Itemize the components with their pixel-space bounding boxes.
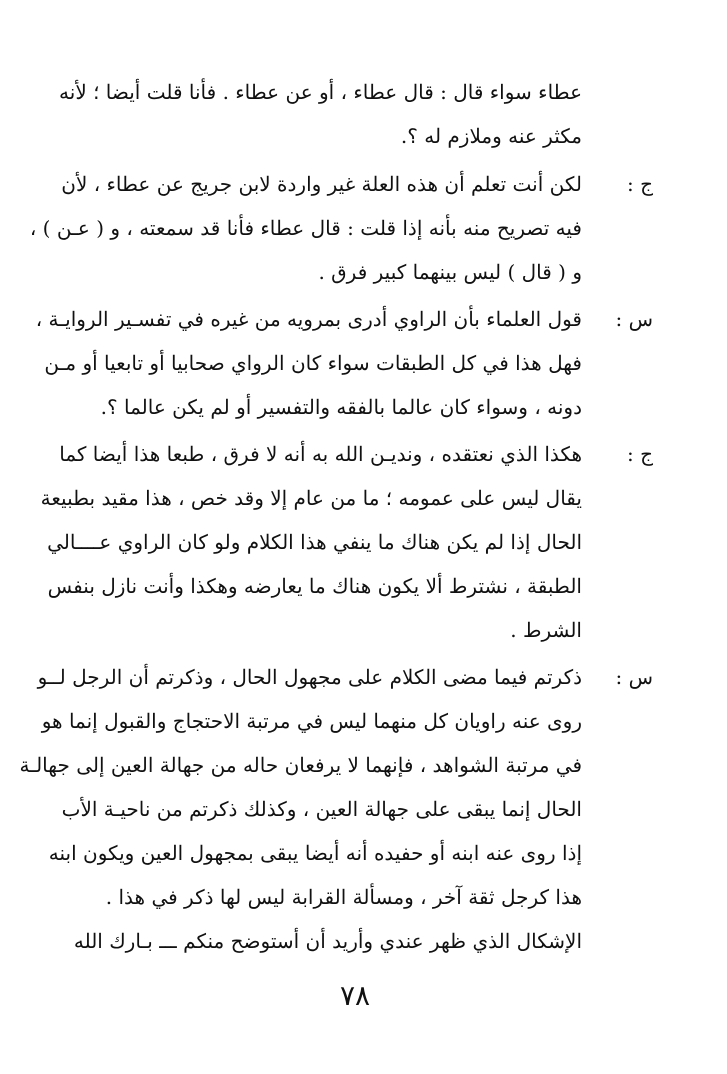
text-line: ذكرتم فيما مضى الكلام على مجهول الحال ، وذكرتم أن الرجل لــو xyxy=(37,665,582,689)
answer-marker: ج : xyxy=(626,172,653,196)
answer-marker: ج : xyxy=(626,442,653,466)
text-line: عطاء سواء قال : قال عطاء ، أو عن عطاء . فأنا قلت أيضا ؛ لأنه xyxy=(59,80,582,104)
question-marker: س : xyxy=(615,307,653,331)
text-line: الحال إنما يبقى على جهالة العين ، وكذلك ذكرتم من ناحيـة الأب xyxy=(61,797,582,821)
text-line: الإشكال الذي ظهر عندي وأريد أن أستوضح منكم ـــ بـارك الله xyxy=(73,929,582,953)
text-line: فهل هذا في كل الطبقات سواء كان الرواي صحابيا أو تابعيا أو مـن xyxy=(44,351,582,375)
text-line: يقال ليس على عمومه ؛ ما من عام إلا وقد خص ، هذا مقيد بطبيعة xyxy=(40,486,582,510)
text-line: مكثر عنه وملازم له ؟. xyxy=(400,124,582,148)
text-line: الشرط . xyxy=(510,618,582,642)
question-marker: س : xyxy=(615,665,653,689)
text-line: هكذا الذي نعتقده ، ونديـن الله به أنه لا فرق ، طبعا هذا أيضا كما xyxy=(59,442,582,466)
text-line: الطبقة ، نشترط ألا يكون هناك ما يعارضه وهكذا وأنت نازل بنفس xyxy=(47,574,582,598)
text-line: و ( قال ) ليس بينهما كبير فرق . xyxy=(318,260,582,284)
text-line: هذا كرجل ثقة آخر ، ومسألة القرابة ليس لها ذكر في هذا . xyxy=(105,885,582,909)
text-line: إذا روى عنه ابنه أو حفيده أنه أيضا يبقى بمجهول العين ويكون ابنه xyxy=(48,841,582,865)
text-line: روى عنه راويان كل منهما ليس في مرتبة الاحتجاج والقبول إنما هو xyxy=(41,709,582,733)
text-line: قول العلماء بأن الراوي أدرى بمرويه من غيره في تفسـير الروايـة ، xyxy=(35,307,582,331)
text-line: في مرتبة الشواهد ، فإنهما لا يرفعان حاله من جهالة العين إلى جهالـة xyxy=(19,753,582,777)
text-line: دونه ، وسواء كان عالما بالفقه والتفسير أو لم يكن عالما ؟. xyxy=(100,395,582,419)
page-number: ٧٨ xyxy=(339,979,371,1012)
text-line: الحال إذا لم يكن هناك ما ينفي هذا الكلام ولو كان الراوي عــــالي xyxy=(47,530,582,554)
text-line: لكن أنت تعلم أن هذه العلة غير واردة لابن جريج عن عطاء ، لأن xyxy=(61,172,582,196)
text-line: فيه تصريح منه بأنه إذا قلت : قال عطاء فأنا قد سمعته ، و ( عـن ) ، xyxy=(29,216,582,240)
